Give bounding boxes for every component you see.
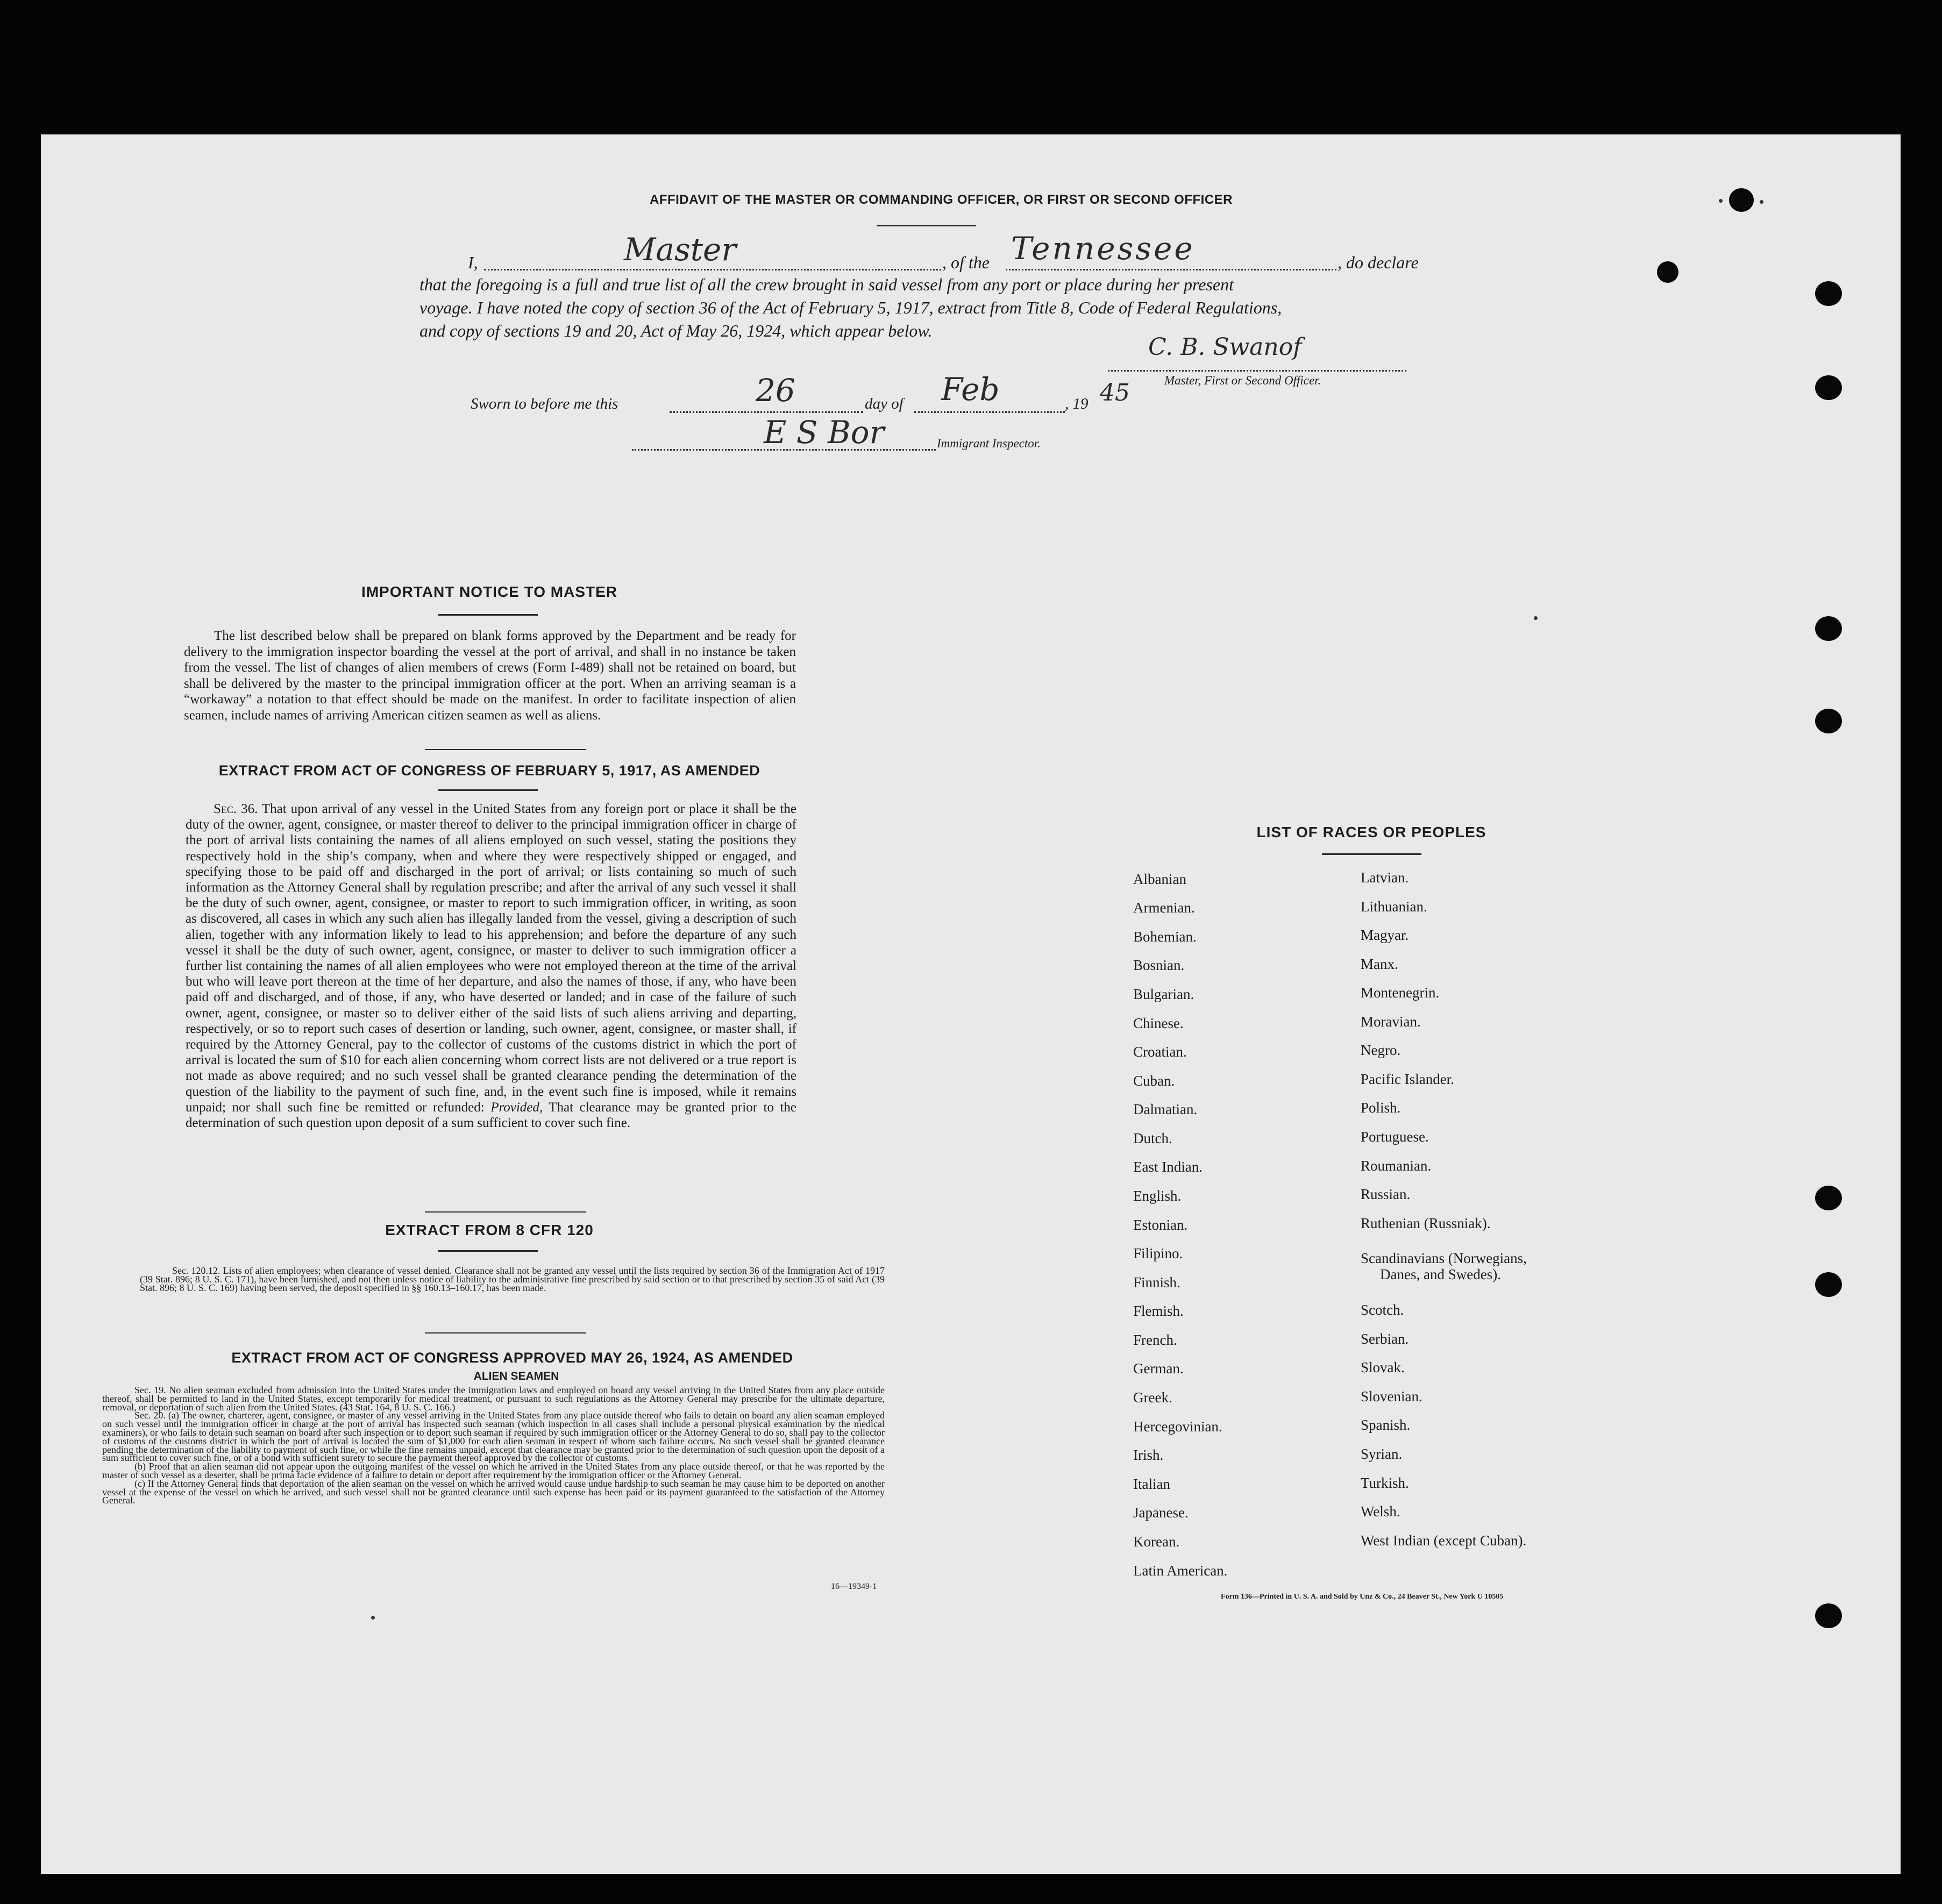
month-value[interactable]: Feb (941, 371, 1000, 408)
sec-20c: (c) If the Attorney General finds that deportation of the alien seaman on the vessel on which he arrived would cause undue hardship to such seaman he may cause him to be deported on another vessel at the expense of the vessel on which he arrived, and such vessel shall not be granted clearance until such expense has been paid or its payment guaranteed to the satisfaction of the Attorney General. (102, 1478, 885, 1506)
race-item: Estonian. (1133, 1217, 1188, 1233)
divider (1322, 853, 1421, 855)
affidavit-title: AFFIDAVIT OF THE MASTER OR COMMANDING OFFICER, OR FIRST OR SECOND OFFICER (649, 192, 1233, 207)
sec-20b: (b) Proof that an alien seaman did not appear upon the outgoing manifest of the vessel on which he arrived in the United States from any place outside thereof, or that he was reported by the master of such vessel as a deserter, shall be prima facie evidence of a failure to detain or deport after requirement by the immigration officer or the Attorney General. (102, 1461, 885, 1480)
printer-imprint: Form 136—Printed in U. S. A. and Sold by Unz & Co., 24 Beaver St., New York U 10505 (1221, 1593, 1504, 1601)
binder-hole (1815, 1186, 1842, 1210)
race-item: Filipino. (1133, 1245, 1183, 1261)
binder-hole (1815, 1272, 1842, 1297)
race-item: Moravian. (1361, 1014, 1421, 1030)
day-value[interactable]: 26 (756, 372, 795, 409)
binder-hole (1657, 261, 1678, 283)
section-number: Sec. 36. (214, 802, 258, 816)
extract-cfr-body: Sec. 120.12. Lists of alien employees; when clearance of vessel denied. Clearance shall not be granted any vessel until the lists required by section 36 of the Immigration Act of 1917 (39 Stat. 896; 8 U. S. C. 171), have been furnished, and not then unless notice of liability to the administrative fine prescribed by said section or to that prescribed by section 35 of said Act (39 Stat. 896; 8 U. S. C. 169) having been served, the deposit specified in §§ 160.13–160.17, has been made. (140, 1265, 885, 1293)
race-item: Danes, and Swedes). (1380, 1266, 1501, 1282)
officer-signature[interactable]: C. B. Swanof (1148, 333, 1302, 361)
race-item: Portuguese. (1361, 1129, 1429, 1145)
year-value[interactable]: 45 (1100, 379, 1130, 407)
binder-hole (1815, 1603, 1842, 1628)
signature-line (1108, 370, 1406, 372)
speck (1760, 200, 1763, 204)
race-item: Hercegovinian. (1133, 1418, 1222, 1435)
race-item: Albanian (1133, 871, 1186, 887)
notice-title: IMPORTANT NOTICE TO MASTER (361, 583, 618, 600)
divider (438, 614, 538, 616)
speck (1534, 616, 1538, 620)
race-item: Scandinavians (Norwegians, (1361, 1250, 1527, 1266)
race-item: Italian (1133, 1476, 1170, 1492)
race-item: Flemish. (1133, 1303, 1184, 1319)
day-of-label: day of (865, 395, 904, 412)
affidavit-line: that the foregoing is a full and true list of all the crew brought in said vessel from any port or place during her present (419, 275, 1234, 294)
race-item: Slovenian. (1361, 1388, 1422, 1404)
notice-body: The list described below shall be prepared on blank forms approved by the Department and be ready for delivery to the immigration inspector boarding the vessel at the port of arrival, and shall in no instance be taken from the vessel. The list of changes of alien members of crews (Form I-489) shall not be retained on board, but shall be delivered by the master to the principal immigration officer at the port. When an arriving seaman is a “workaway” a notation to that effect should be made on the manifest. In order to facilitate inspection of alien seamen, include names of arriving American citizen seamen as well as aliens. (184, 629, 796, 723)
race-item: Ruthenian (Russniak). (1361, 1215, 1491, 1231)
binder-hole (1729, 188, 1754, 212)
binder-hole (1815, 281, 1842, 306)
race-item: Bosnian. (1133, 957, 1185, 973)
sec-19: Sec. 19. No alien seaman excluded from admission into the United States under the immigration laws and employed on board any vessel arriving in the United States from any place outside thereof, shall be permitted to land in the United States, except temporarily for medical treatment, or pursuant to such regulations as the Attorney General may prescribe for the ultimate departure, removal, or deportation of such alien from the United States. (43 Stat. 164, 8 U. S. C. 166.) (102, 1385, 885, 1413)
affidavit-line: voyage. I have noted the copy of section 36 of the Act of February 5, 1917, extract from Title 8, Code of Federal Regulations, (419, 298, 1282, 317)
speck (371, 1616, 375, 1620)
race-item: Latvian. (1361, 869, 1409, 886)
divider (877, 225, 976, 226)
race-item: French. (1133, 1332, 1177, 1348)
race-item: German. (1133, 1360, 1184, 1377)
race-item: Dalmatian. (1133, 1101, 1198, 1117)
affidavit-line: and copy of sections 19 and 20, Act of May 26, 1924, which appear below. (419, 321, 933, 340)
race-item: Greek. (1133, 1389, 1172, 1406)
name-line (484, 269, 941, 270)
of-the-label: , of the (942, 253, 990, 272)
race-item: Latin American. (1133, 1563, 1228, 1579)
extract-cfr-title: EXTRACT FROM 8 CFR 120 (385, 1222, 594, 1238)
declarant-label: I, (468, 253, 478, 272)
sworn-label: Sworn to before me this (471, 395, 618, 412)
race-item: Irish. (1133, 1447, 1164, 1463)
binder-hole (1815, 616, 1842, 641)
extract-1917-body: Sec. 36. That upon arrival of any vessel in the United States from any foreign port or place it shall be the duty of the owner, agent, consignee, or master thereof to deliver to the principal immigration officer in charge of the port of arrival lists containing the names of all aliens employed on such vessel, stating the positions they respectively hold in the ship’s company, when and where they were respectively shipped or engaged, and specifying those to be paid off and discharged in the port of arrival; or lists containing so much of such information as the Attorney General shall by regulation prescribe; and after the arrival of any such vessel it shall be the duty of such owner, agent, consignee, or master to report to such immigration officer, in writing, as soon as discovered, all cases in which any such alien has illegally landed from the vessel, giving a description of such alien, together with any information likely to lead to his apprehension; and before the departure of any such vessel it shall be the duty of such owner, agent, consignee, or master to deliver to such immigration officer a further list containing the names of all alien employees who were not employed thereon at the time of the arrival but who will leave port thereon at the time of her departure, and also the names of those, if any, who have been paid off and discharged, and of those, if any, who have deserted or landed; and in case of the failure of such owner, agent, consignee, or master so to deliver either of the said lists of such aliens arriving and departing, respectively, or so to report such cases of desertion or landing, such owner, agent, consignee, or master shall, if required by the Attorney General, pay to the collector of customs of the customs district in which the port of arrival is located the sum of $10 for each alien concerning whom correct lists are not delivered or a true report is not made as above required; and no such vessel shall be granted clearance pending the determination of the question of the liability to the payment of such fine, and, in the event such fine is imposed, while it remains unpaid; nor shall such fine be remitted or refunded: Provided, That clearance may be granted prior to the determination of such question upon deposit of a sum sufficient to cover such fine. (186, 802, 796, 1131)
divider (425, 1332, 586, 1333)
race-item: Bulgarian. (1133, 986, 1194, 1002)
speck (1719, 199, 1723, 203)
race-item: Dutch. (1133, 1130, 1172, 1146)
race-item: Negro. (1361, 1042, 1401, 1058)
vessel-name[interactable]: Tennessee (1011, 230, 1195, 267)
divider (425, 749, 586, 750)
race-item: Chinese. (1133, 1015, 1184, 1031)
extract-1924-subtitle: ALIEN SEAMEN (473, 1370, 559, 1382)
extract-1924-body (102, 1386, 885, 1505)
vessel-line (1006, 269, 1336, 270)
race-item: Croatian. (1133, 1044, 1187, 1060)
race-item: Pacific Islander. (1361, 1071, 1454, 1087)
race-item: English. (1133, 1188, 1182, 1204)
extract-1924-title: EXTRACT FROM ACT OF CONGRESS APPROVED MAY 26, 1924, AS AMENDED (231, 1350, 793, 1366)
race-item: Montenegrin. (1361, 985, 1440, 1001)
year-label: , 19 (1065, 395, 1089, 412)
race-item: Armenian. (1133, 900, 1195, 916)
race-item: Welsh. (1361, 1503, 1400, 1520)
day-line (670, 411, 863, 413)
race-item: Finnish. (1133, 1274, 1180, 1290)
declarant-name[interactable]: Master (624, 231, 737, 268)
race-item: Spanish. (1361, 1417, 1411, 1433)
race-item: Lithuanian. (1361, 898, 1427, 915)
extract-1917-title: EXTRACT FROM ACT OF CONGRESS OF FEBRUARY 5, 1917, AS AMENDED (218, 762, 760, 779)
race-item: Polish. (1361, 1100, 1401, 1116)
race-item: Roumanian. (1361, 1158, 1432, 1174)
officer-caption: Master, First or Second Officer. (1164, 374, 1321, 387)
race-item: East Indian. (1133, 1159, 1203, 1175)
race-item: West Indian (except Cuban). (1361, 1532, 1527, 1549)
divider (438, 789, 538, 791)
binder-hole (1815, 709, 1842, 733)
race-item: Bohemian. (1133, 929, 1197, 945)
divider (438, 1250, 538, 1252)
race-item: Korean. (1133, 1534, 1180, 1550)
inspector-caption: Immigrant Inspector. (937, 437, 1041, 450)
month-line (914, 411, 1065, 413)
race-item: Cuban. (1133, 1073, 1175, 1089)
inspector-signature[interactable]: E S Bor (764, 414, 885, 451)
races-title: LIST OF RACES OR PEOPLES (1256, 824, 1486, 840)
race-item: Magyar. (1361, 927, 1409, 943)
race-item: Serbian. (1361, 1331, 1409, 1347)
binder-hole (1815, 375, 1842, 400)
divider (425, 1211, 586, 1213)
race-item: Japanese. (1133, 1504, 1189, 1521)
race-item: Syrian. (1361, 1446, 1403, 1462)
do-declare-label: , do declare (1338, 253, 1419, 272)
race-item: Russian. (1361, 1186, 1411, 1202)
sec-20a: Sec. 20. (a) The owner, charterer, agent, consignee, or master of any vessel arriving in the United States from any place outside thereof who fails to detain on board any alien seaman employed on such vessel until the immigration officer in charge at the port of arrival has inspected such seaman (which inspection in all cases shall include a personal physical examination by the medical examiners), or who fails to detain such seaman on board after such inspection or to deport such seaman if required by such immigration officer or the Attorney General to do so, shall pay to the collector of customs of the customs district in which the port of arrival is located the sum of $1,000 for each alien seaman in respect of whom such failure occurs. No such vessel shall be granted clearance pending the determination of the liability to payment of such fine, or while the fine remains unpaid, except that clearance may be granted prior to the determination of such question upon the deposit of a sum sufficient to cover such fine, or of a bond with sufficient surety to secure the payment thereof approved by the collector of customs. (102, 1410, 885, 1464)
race-item: Turkish. (1361, 1475, 1409, 1491)
race-item: Manx. (1361, 956, 1398, 972)
race-item: Slovak. (1361, 1359, 1405, 1375)
form-code: 16—19349-1 (831, 1582, 877, 1591)
race-item: Scotch. (1361, 1302, 1404, 1318)
